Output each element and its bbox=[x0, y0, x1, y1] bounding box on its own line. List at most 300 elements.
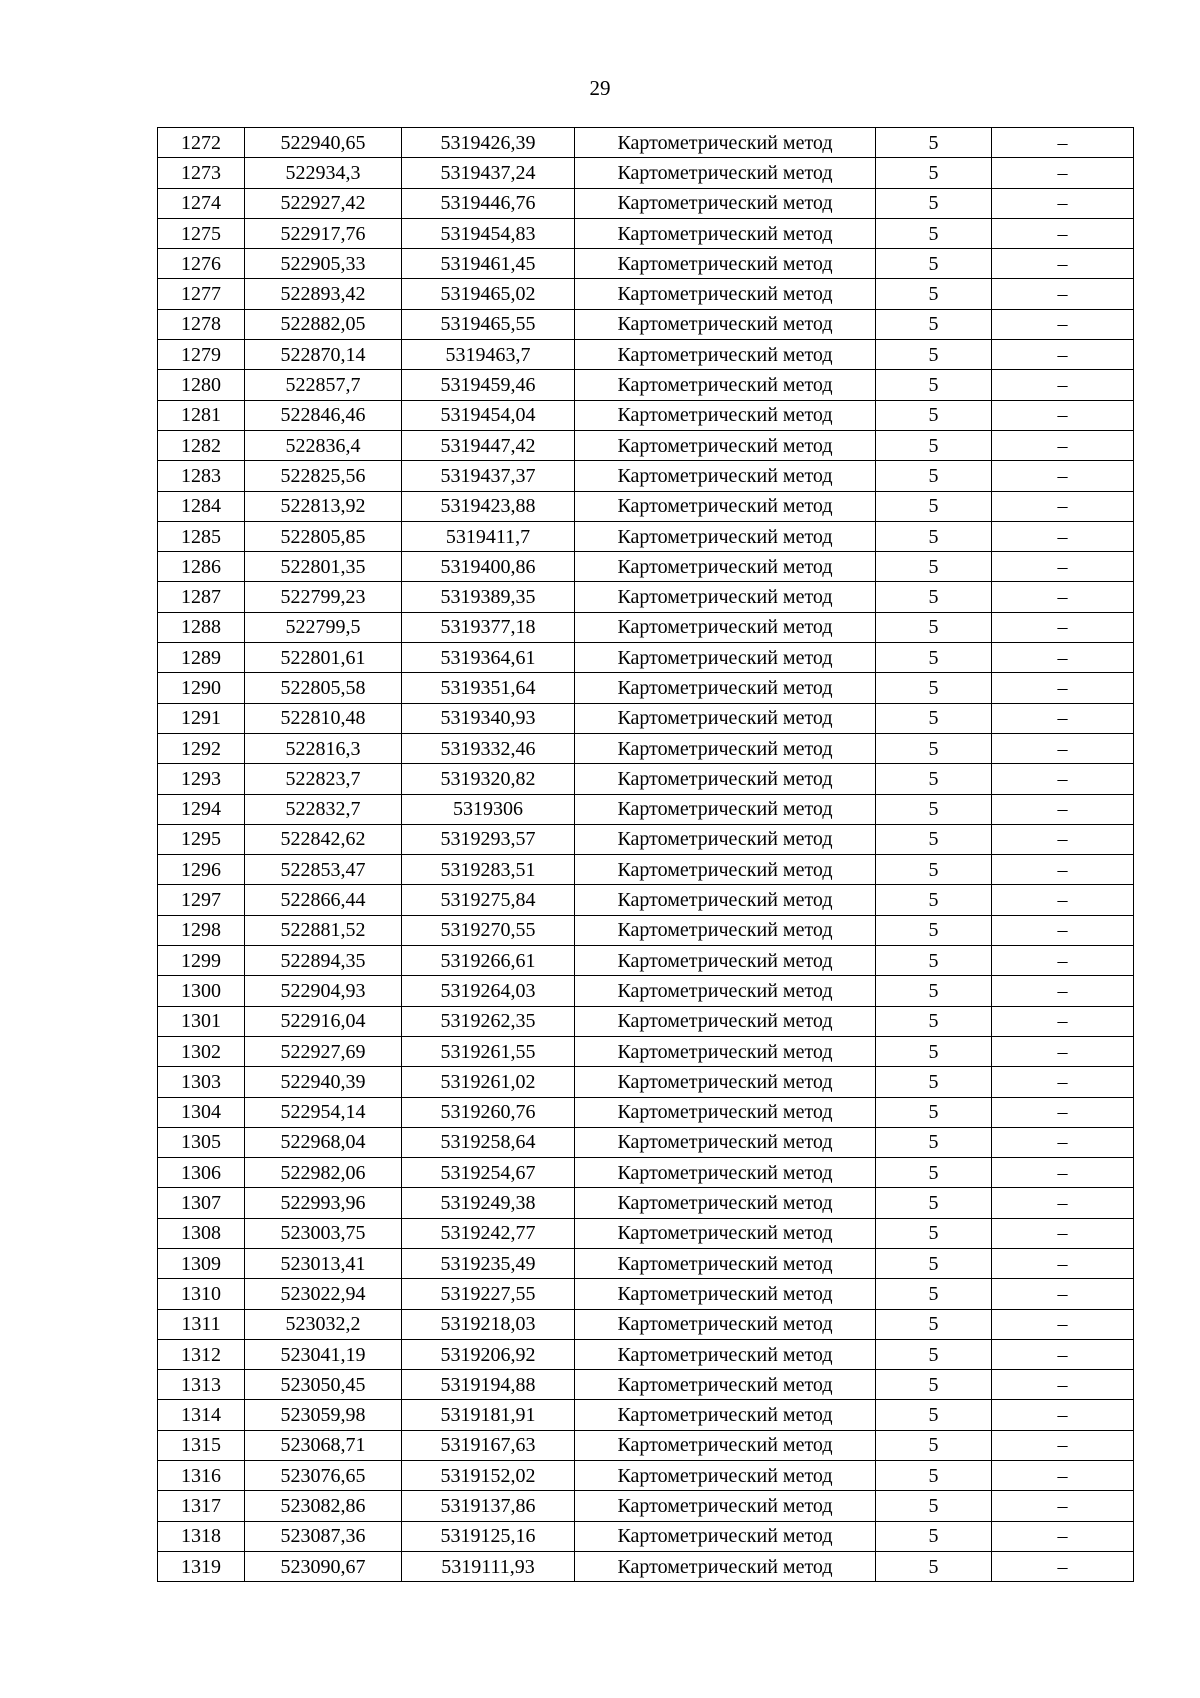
table-row bbox=[158, 1279, 1134, 1309]
x-coordinate-cell: 522799,5 bbox=[245, 612, 402, 642]
y-coordinate-cell: 5319377,18 bbox=[402, 612, 575, 642]
table-row bbox=[158, 128, 1134, 158]
x-coordinate-cell: 522853,47 bbox=[245, 855, 402, 885]
table-row bbox=[158, 188, 1134, 218]
method-cell: Картометрический метод bbox=[575, 915, 876, 945]
table-row bbox=[158, 824, 1134, 854]
method-cell: Картометрический метод bbox=[575, 430, 876, 460]
point-number-cell: 1305 bbox=[158, 1127, 245, 1157]
method-cell: Картометрический метод bbox=[575, 279, 876, 309]
y-coordinate-cell: 5319167,63 bbox=[402, 1430, 575, 1460]
x-coordinate-cell: 522882,05 bbox=[245, 309, 402, 339]
y-coordinate-cell: 5319332,46 bbox=[402, 733, 575, 763]
y-coordinate-cell: 5319306 bbox=[402, 794, 575, 824]
accuracy-cell: 5 bbox=[876, 521, 992, 551]
x-coordinate-cell: 522982,06 bbox=[245, 1158, 402, 1188]
note-cell: – bbox=[992, 1521, 1134, 1551]
accuracy-cell: 5 bbox=[876, 491, 992, 521]
note-cell: – bbox=[992, 946, 1134, 976]
method-cell: Картометрический метод bbox=[575, 158, 876, 188]
y-coordinate-cell: 5319261,55 bbox=[402, 1036, 575, 1066]
table-row bbox=[158, 885, 1134, 915]
accuracy-cell: 5 bbox=[876, 1188, 992, 1218]
method-cell: Картометрический метод bbox=[575, 188, 876, 218]
point-number-cell: 1291 bbox=[158, 703, 245, 733]
accuracy-cell: 5 bbox=[876, 824, 992, 854]
method-cell: Картометрический метод bbox=[575, 703, 876, 733]
point-number-cell: 1286 bbox=[158, 552, 245, 582]
accuracy-cell: 5 bbox=[876, 946, 992, 976]
table-row bbox=[158, 1309, 1134, 1339]
note-cell: – bbox=[992, 400, 1134, 430]
note-cell: – bbox=[992, 824, 1134, 854]
point-number-cell: 1281 bbox=[158, 400, 245, 430]
method-cell: Картометрический метод bbox=[575, 340, 876, 370]
point-number-cell: 1307 bbox=[158, 1188, 245, 1218]
accuracy-cell: 5 bbox=[876, 673, 992, 703]
table-row bbox=[158, 1370, 1134, 1400]
accuracy-cell: 5 bbox=[876, 1339, 992, 1369]
y-coordinate-cell: 5319266,61 bbox=[402, 946, 575, 976]
table-row bbox=[158, 400, 1134, 430]
y-coordinate-cell: 5319152,02 bbox=[402, 1461, 575, 1491]
y-coordinate-cell: 5319293,57 bbox=[402, 824, 575, 854]
method-cell: Картометрический метод bbox=[575, 612, 876, 642]
table-row bbox=[158, 552, 1134, 582]
note-cell: – bbox=[992, 430, 1134, 460]
note-cell: – bbox=[992, 855, 1134, 885]
point-number-cell: 1299 bbox=[158, 946, 245, 976]
accuracy-cell: 5 bbox=[876, 128, 992, 158]
point-number-cell: 1276 bbox=[158, 249, 245, 279]
y-coordinate-cell: 5319463,7 bbox=[402, 340, 575, 370]
point-number-cell: 1279 bbox=[158, 340, 245, 370]
y-coordinate-cell: 5319446,76 bbox=[402, 188, 575, 218]
coordinates-table bbox=[157, 127, 1134, 1582]
point-number-cell: 1289 bbox=[158, 643, 245, 673]
accuracy-cell: 5 bbox=[876, 1036, 992, 1066]
accuracy-cell: 5 bbox=[876, 976, 992, 1006]
point-number-cell: 1277 bbox=[158, 279, 245, 309]
note-cell: – bbox=[992, 1036, 1134, 1066]
x-coordinate-cell: 522954,14 bbox=[245, 1097, 402, 1127]
table-row bbox=[158, 1461, 1134, 1491]
method-cell: Картометрический метод bbox=[575, 582, 876, 612]
point-number-cell: 1297 bbox=[158, 885, 245, 915]
accuracy-cell: 5 bbox=[876, 1218, 992, 1248]
x-coordinate-cell: 523059,98 bbox=[245, 1400, 402, 1430]
x-coordinate-cell: 522805,85 bbox=[245, 521, 402, 551]
accuracy-cell: 5 bbox=[876, 249, 992, 279]
note-cell: – bbox=[992, 733, 1134, 763]
x-coordinate-cell: 522857,7 bbox=[245, 370, 402, 400]
table-row bbox=[158, 309, 1134, 339]
note-cell: – bbox=[992, 1067, 1134, 1097]
note-cell: – bbox=[992, 643, 1134, 673]
accuracy-cell: 5 bbox=[876, 1521, 992, 1551]
method-cell: Картометрический метод bbox=[575, 461, 876, 491]
note-cell: – bbox=[992, 1127, 1134, 1157]
point-number-cell: 1296 bbox=[158, 855, 245, 885]
x-coordinate-cell: 522832,7 bbox=[245, 794, 402, 824]
note-cell: – bbox=[992, 461, 1134, 491]
table-row bbox=[158, 521, 1134, 551]
method-cell: Картометрический метод bbox=[575, 1158, 876, 1188]
note-cell: – bbox=[992, 491, 1134, 521]
method-cell: Картометрический метод bbox=[575, 1067, 876, 1097]
y-coordinate-cell: 5319137,86 bbox=[402, 1491, 575, 1521]
note-cell: – bbox=[992, 885, 1134, 915]
method-cell: Картометрический метод bbox=[575, 976, 876, 1006]
x-coordinate-cell: 522870,14 bbox=[245, 340, 402, 370]
note-cell: – bbox=[992, 794, 1134, 824]
accuracy-cell: 5 bbox=[876, 1158, 992, 1188]
x-coordinate-cell: 522927,42 bbox=[245, 188, 402, 218]
y-coordinate-cell: 5319340,93 bbox=[402, 703, 575, 733]
method-cell: Картометрический метод bbox=[575, 946, 876, 976]
x-coordinate-cell: 522810,48 bbox=[245, 703, 402, 733]
point-number-cell: 1311 bbox=[158, 1309, 245, 1339]
accuracy-cell: 5 bbox=[876, 1370, 992, 1400]
point-number-cell: 1293 bbox=[158, 764, 245, 794]
method-cell: Картометрический метод bbox=[575, 521, 876, 551]
x-coordinate-cell: 522799,23 bbox=[245, 582, 402, 612]
point-number-cell: 1272 bbox=[158, 128, 245, 158]
table-row bbox=[158, 703, 1134, 733]
note-cell: – bbox=[992, 188, 1134, 218]
accuracy-cell: 5 bbox=[876, 400, 992, 430]
accuracy-cell: 5 bbox=[876, 855, 992, 885]
method-cell: Картометрический метод bbox=[575, 1339, 876, 1369]
y-coordinate-cell: 5319461,45 bbox=[402, 249, 575, 279]
x-coordinate-cell: 523041,19 bbox=[245, 1339, 402, 1369]
point-number-cell: 1306 bbox=[158, 1158, 245, 1188]
method-cell: Картометрический метод bbox=[575, 673, 876, 703]
method-cell: Картометрический метод bbox=[575, 1400, 876, 1430]
table-row bbox=[158, 733, 1134, 763]
accuracy-cell: 5 bbox=[876, 612, 992, 642]
point-number-cell: 1298 bbox=[158, 915, 245, 945]
x-coordinate-cell: 522816,3 bbox=[245, 733, 402, 763]
method-cell: Картометрический метод bbox=[575, 824, 876, 854]
point-number-cell: 1312 bbox=[158, 1339, 245, 1369]
note-cell: – bbox=[992, 552, 1134, 582]
note-cell: – bbox=[992, 1218, 1134, 1248]
x-coordinate-cell: 522927,69 bbox=[245, 1036, 402, 1066]
accuracy-cell: 5 bbox=[876, 1491, 992, 1521]
table-row bbox=[158, 491, 1134, 521]
note-cell: – bbox=[992, 218, 1134, 248]
accuracy-cell: 5 bbox=[876, 794, 992, 824]
table-row bbox=[158, 794, 1134, 824]
table-row bbox=[158, 370, 1134, 400]
accuracy-cell: 5 bbox=[876, 582, 992, 612]
note-cell: – bbox=[992, 1400, 1134, 1430]
x-coordinate-cell: 523050,45 bbox=[245, 1370, 402, 1400]
y-coordinate-cell: 5319181,91 bbox=[402, 1400, 575, 1430]
accuracy-cell: 5 bbox=[876, 1097, 992, 1127]
note-cell: – bbox=[992, 1279, 1134, 1309]
x-coordinate-cell: 522805,58 bbox=[245, 673, 402, 703]
accuracy-cell: 5 bbox=[876, 340, 992, 370]
point-number-cell: 1309 bbox=[158, 1248, 245, 1278]
note-cell: – bbox=[992, 582, 1134, 612]
point-number-cell: 1300 bbox=[158, 976, 245, 1006]
x-coordinate-cell: 522968,04 bbox=[245, 1127, 402, 1157]
page-number: 29 bbox=[589, 76, 611, 100]
y-coordinate-cell: 5319262,35 bbox=[402, 1006, 575, 1036]
method-cell: Картометрический метод bbox=[575, 1491, 876, 1521]
table-row bbox=[158, 1188, 1134, 1218]
point-number-cell: 1284 bbox=[158, 491, 245, 521]
note-cell: – bbox=[992, 1309, 1134, 1339]
y-coordinate-cell: 5319218,03 bbox=[402, 1309, 575, 1339]
method-cell: Картометрический метод bbox=[575, 552, 876, 582]
point-number-cell: 1273 bbox=[158, 158, 245, 188]
accuracy-cell: 5 bbox=[876, 764, 992, 794]
x-coordinate-cell: 522993,96 bbox=[245, 1188, 402, 1218]
method-cell: Картометрический метод bbox=[575, 643, 876, 673]
point-number-cell: 1317 bbox=[158, 1491, 245, 1521]
x-coordinate-cell: 522842,62 bbox=[245, 824, 402, 854]
y-coordinate-cell: 5319411,7 bbox=[402, 521, 575, 551]
method-cell: Картометрический метод bbox=[575, 1036, 876, 1066]
note-cell: – bbox=[992, 279, 1134, 309]
point-number-cell: 1280 bbox=[158, 370, 245, 400]
x-coordinate-cell: 522825,56 bbox=[245, 461, 402, 491]
x-coordinate-cell: 522801,61 bbox=[245, 643, 402, 673]
method-cell: Картометрический метод bbox=[575, 733, 876, 763]
note-cell: – bbox=[992, 976, 1134, 1006]
method-cell: Картометрический метод bbox=[575, 1097, 876, 1127]
x-coordinate-cell: 522917,76 bbox=[245, 218, 402, 248]
method-cell: Картометрический метод bbox=[575, 1279, 876, 1309]
point-number-cell: 1313 bbox=[158, 1370, 245, 1400]
table-row bbox=[158, 1491, 1134, 1521]
point-number-cell: 1302 bbox=[158, 1036, 245, 1066]
accuracy-cell: 5 bbox=[876, 1461, 992, 1491]
accuracy-cell: 5 bbox=[876, 279, 992, 309]
point-number-cell: 1294 bbox=[158, 794, 245, 824]
table-row bbox=[158, 1036, 1134, 1066]
point-number-cell: 1304 bbox=[158, 1097, 245, 1127]
method-cell: Картометрический метод bbox=[575, 400, 876, 430]
note-cell: – bbox=[992, 915, 1134, 945]
accuracy-cell: 5 bbox=[876, 643, 992, 673]
method-cell: Картометрический метод bbox=[575, 1430, 876, 1460]
point-number-cell: 1283 bbox=[158, 461, 245, 491]
y-coordinate-cell: 5319254,67 bbox=[402, 1158, 575, 1188]
note-cell: – bbox=[992, 309, 1134, 339]
x-coordinate-cell: 522866,44 bbox=[245, 885, 402, 915]
note-cell: – bbox=[992, 673, 1134, 703]
y-coordinate-cell: 5319454,83 bbox=[402, 218, 575, 248]
accuracy-cell: 5 bbox=[876, 1551, 992, 1581]
y-coordinate-cell: 5319459,46 bbox=[402, 370, 575, 400]
point-number-cell: 1314 bbox=[158, 1400, 245, 1430]
x-coordinate-cell: 523087,36 bbox=[245, 1521, 402, 1551]
y-coordinate-cell: 5319249,38 bbox=[402, 1188, 575, 1218]
y-coordinate-cell: 5319426,39 bbox=[402, 128, 575, 158]
table-row bbox=[158, 1218, 1134, 1248]
x-coordinate-cell: 522881,52 bbox=[245, 915, 402, 945]
point-number-cell: 1308 bbox=[158, 1218, 245, 1248]
method-cell: Картометрический метод bbox=[575, 1521, 876, 1551]
table-row bbox=[158, 1400, 1134, 1430]
method-cell: Картометрический метод bbox=[575, 1127, 876, 1157]
point-number-cell: 1301 bbox=[158, 1006, 245, 1036]
table-row bbox=[158, 643, 1134, 673]
table-row bbox=[158, 1551, 1134, 1581]
y-coordinate-cell: 5319270,55 bbox=[402, 915, 575, 945]
accuracy-cell: 5 bbox=[876, 1400, 992, 1430]
table-row bbox=[158, 1158, 1134, 1188]
y-coordinate-cell: 5319437,24 bbox=[402, 158, 575, 188]
accuracy-cell: 5 bbox=[876, 158, 992, 188]
x-coordinate-cell: 523032,2 bbox=[245, 1309, 402, 1339]
y-coordinate-cell: 5319447,42 bbox=[402, 430, 575, 460]
table-row bbox=[158, 976, 1134, 1006]
point-number-cell: 1287 bbox=[158, 582, 245, 612]
point-number-cell: 1315 bbox=[158, 1430, 245, 1460]
y-coordinate-cell: 5319264,03 bbox=[402, 976, 575, 1006]
note-cell: – bbox=[992, 1551, 1134, 1581]
accuracy-cell: 5 bbox=[876, 1127, 992, 1157]
accuracy-cell: 5 bbox=[876, 188, 992, 218]
note-cell: – bbox=[992, 1370, 1134, 1400]
note-cell: – bbox=[992, 1339, 1134, 1369]
note-cell: – bbox=[992, 1430, 1134, 1460]
point-number-cell: 1282 bbox=[158, 430, 245, 460]
table-row bbox=[158, 764, 1134, 794]
y-coordinate-cell: 5319351,64 bbox=[402, 673, 575, 703]
note-cell: – bbox=[992, 612, 1134, 642]
y-coordinate-cell: 5319258,64 bbox=[402, 1127, 575, 1157]
method-cell: Картометрический метод bbox=[575, 491, 876, 521]
method-cell: Картометрический метод bbox=[575, 764, 876, 794]
note-cell: – bbox=[992, 370, 1134, 400]
accuracy-cell: 5 bbox=[876, 733, 992, 763]
point-number-cell: 1318 bbox=[158, 1521, 245, 1551]
table-row bbox=[158, 1248, 1134, 1278]
note-cell: – bbox=[992, 703, 1134, 733]
point-number-cell: 1319 bbox=[158, 1551, 245, 1581]
table-row bbox=[158, 1127, 1134, 1157]
y-coordinate-cell: 5319275,84 bbox=[402, 885, 575, 915]
accuracy-cell: 5 bbox=[876, 1006, 992, 1036]
method-cell: Картометрический метод bbox=[575, 855, 876, 885]
note-cell: – bbox=[992, 1188, 1134, 1218]
y-coordinate-cell: 5319125,16 bbox=[402, 1521, 575, 1551]
table-row bbox=[158, 279, 1134, 309]
accuracy-cell: 5 bbox=[876, 1430, 992, 1460]
table-row bbox=[158, 1067, 1134, 1097]
note-cell: – bbox=[992, 521, 1134, 551]
y-coordinate-cell: 5319454,04 bbox=[402, 400, 575, 430]
y-coordinate-cell: 5319261,02 bbox=[402, 1067, 575, 1097]
note-cell: – bbox=[992, 1158, 1134, 1188]
note-cell: – bbox=[992, 1097, 1134, 1127]
point-number-cell: 1274 bbox=[158, 188, 245, 218]
accuracy-cell: 5 bbox=[876, 1248, 992, 1278]
table-row bbox=[158, 1339, 1134, 1369]
table-row bbox=[158, 582, 1134, 612]
y-coordinate-cell: 5319320,82 bbox=[402, 764, 575, 794]
method-cell: Картометрический метод bbox=[575, 128, 876, 158]
note-cell: – bbox=[992, 128, 1134, 158]
x-coordinate-cell: 522846,46 bbox=[245, 400, 402, 430]
table-row bbox=[158, 855, 1134, 885]
x-coordinate-cell: 522894,35 bbox=[245, 946, 402, 976]
method-cell: Картометрический метод bbox=[575, 370, 876, 400]
accuracy-cell: 5 bbox=[876, 915, 992, 945]
note-cell: – bbox=[992, 1248, 1134, 1278]
accuracy-cell: 5 bbox=[876, 885, 992, 915]
x-coordinate-cell: 522823,7 bbox=[245, 764, 402, 794]
x-coordinate-cell: 522940,39 bbox=[245, 1067, 402, 1097]
note-cell: – bbox=[992, 249, 1134, 279]
note-cell: – bbox=[992, 1491, 1134, 1521]
accuracy-cell: 5 bbox=[876, 218, 992, 248]
point-number-cell: 1303 bbox=[158, 1067, 245, 1097]
note-cell: – bbox=[992, 340, 1134, 370]
table-row bbox=[158, 946, 1134, 976]
method-cell: Картометрический метод bbox=[575, 1218, 876, 1248]
method-cell: Картометрический метод bbox=[575, 1248, 876, 1278]
method-cell: Картометрический метод bbox=[575, 1551, 876, 1581]
accuracy-cell: 5 bbox=[876, 461, 992, 491]
method-cell: Картометрический метод bbox=[575, 1309, 876, 1339]
point-number-cell: 1275 bbox=[158, 218, 245, 248]
method-cell: Картометрический метод bbox=[575, 249, 876, 279]
table-row bbox=[158, 158, 1134, 188]
accuracy-cell: 5 bbox=[876, 430, 992, 460]
y-coordinate-cell: 5319389,35 bbox=[402, 582, 575, 612]
y-coordinate-cell: 5319364,61 bbox=[402, 643, 575, 673]
point-number-cell: 1295 bbox=[158, 824, 245, 854]
point-number-cell: 1278 bbox=[158, 309, 245, 339]
method-cell: Картометрический метод bbox=[575, 309, 876, 339]
x-coordinate-cell: 523082,86 bbox=[245, 1491, 402, 1521]
x-coordinate-cell: 522836,4 bbox=[245, 430, 402, 460]
y-coordinate-cell: 5319283,51 bbox=[402, 855, 575, 885]
table-row bbox=[158, 249, 1134, 279]
accuracy-cell: 5 bbox=[876, 552, 992, 582]
note-cell: – bbox=[992, 1461, 1134, 1491]
y-coordinate-cell: 5319235,49 bbox=[402, 1248, 575, 1278]
x-coordinate-cell: 523068,71 bbox=[245, 1430, 402, 1460]
point-number-cell: 1288 bbox=[158, 612, 245, 642]
method-cell: Картометрический метод bbox=[575, 218, 876, 248]
point-number-cell: 1316 bbox=[158, 1461, 245, 1491]
table-row bbox=[158, 1430, 1134, 1460]
accuracy-cell: 5 bbox=[876, 1309, 992, 1339]
method-cell: Картометрический метод bbox=[575, 885, 876, 915]
x-coordinate-cell: 522940,65 bbox=[245, 128, 402, 158]
note-cell: – bbox=[992, 158, 1134, 188]
y-coordinate-cell: 5319227,55 bbox=[402, 1279, 575, 1309]
y-coordinate-cell: 5319242,77 bbox=[402, 1218, 575, 1248]
y-coordinate-cell: 5319423,88 bbox=[402, 491, 575, 521]
table-row bbox=[158, 340, 1134, 370]
x-coordinate-cell: 522934,3 bbox=[245, 158, 402, 188]
method-cell: Картометрический метод bbox=[575, 1006, 876, 1036]
x-coordinate-cell: 522904,93 bbox=[245, 976, 402, 1006]
y-coordinate-cell: 5319437,37 bbox=[402, 461, 575, 491]
y-coordinate-cell: 5319206,92 bbox=[402, 1339, 575, 1369]
table-row bbox=[158, 430, 1134, 460]
point-number-cell: 1310 bbox=[158, 1279, 245, 1309]
